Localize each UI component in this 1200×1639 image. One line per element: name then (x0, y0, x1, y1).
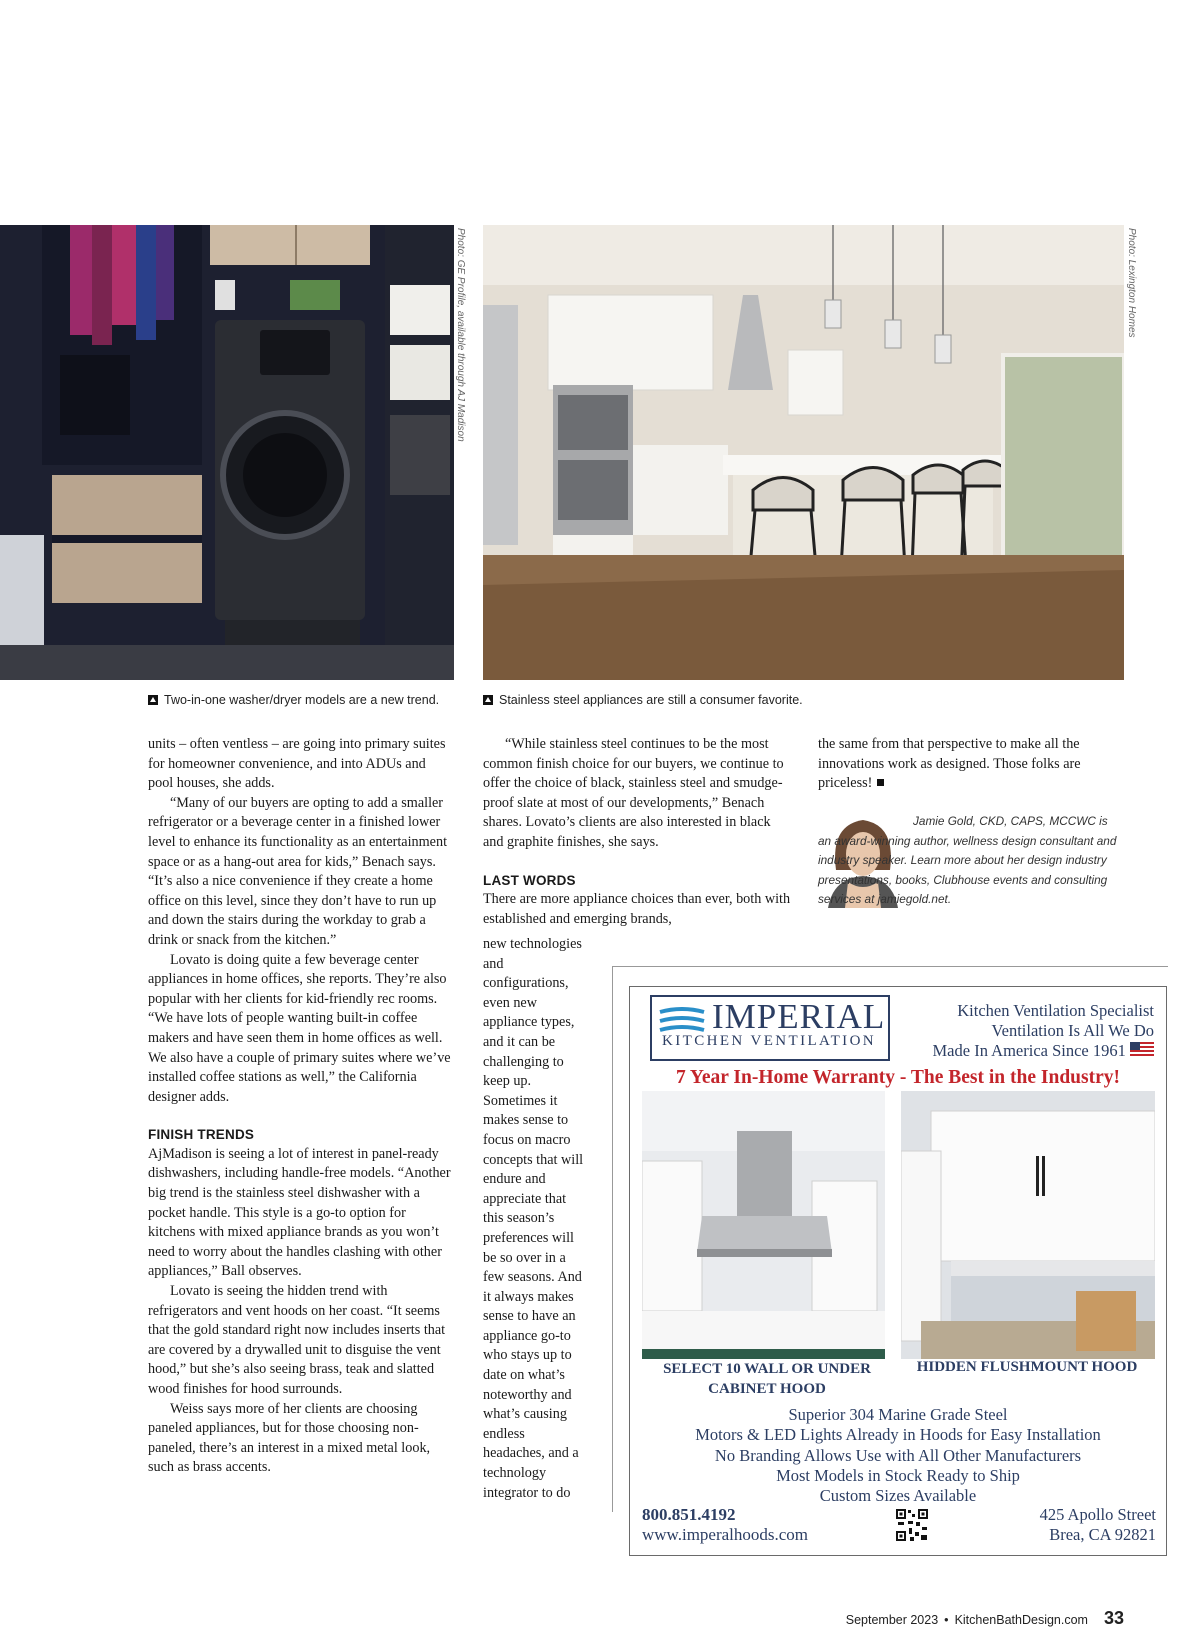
ad-feature-5: Custom Sizes Available (819, 1486, 977, 1506)
qr-code-icon (895, 1508, 929, 1542)
photo-kitchen-stainless-appliances (483, 225, 1124, 680)
photo-credit-kitchen: Photo: Lexington Homes (1126, 228, 1137, 338)
us-flag-icon (1130, 1042, 1154, 1057)
page-number: 33 (1103, 1608, 1124, 1628)
ad-photo-wall-hood (642, 1091, 885, 1359)
ad-photo-flushmount-hood (901, 1091, 1155, 1359)
author-bio (818, 812, 1123, 910)
ad-address-line-2: Brea, CA 92821 (1049, 1525, 1156, 1544)
photo-credit-laundry: Photo: GE Profile, available through AJ Madison (455, 228, 466, 442)
ad-feature-1: Superior 304 Marine Grade Steel (788, 1405, 1008, 1424)
article-paragraph: units – often ventless – are going into primary suites for homeowner convenience, and into ADUs and pool houses, she adds. (148, 736, 446, 792)
page-footer (846, 1608, 1124, 1629)
ad-feature-3: No Branding Allows Use with All Other Manufacturers (714, 1445, 1082, 1465)
article-column-3 (818, 735, 1123, 794)
article-column-1 (148, 735, 453, 1478)
article-paragraph: “Many of our buyers are opting to add a smaller refrigerator or a beverage center in a finished lower level to enhance its functionality as an entertainment space or as a hang-out area for kids,” Benach says. “It’s also a nice convenience if they create a home office on this level, since they don’t have to run up and down the stairs during the workday to grab a drink or snack from the kitchen.” (148, 794, 448, 948)
article-paragraph: “While stainless steel continues to be the most common finish choice for our buyers, we continue to offer the choice of black, stainless steel and smudge-proof slate at most of our developments,” Benach shares. Lovato’s clients are also interested in black and graphite finishes, she says. (483, 736, 784, 850)
caption-arrow-icon (148, 695, 158, 705)
ad-tagline (894, 1001, 1154, 1061)
footer-date: September 2023 (845, 1613, 939, 1627)
ad-address (1040, 1505, 1156, 1545)
article-paragraph: Lovato is seeing the hidden trend with refrigerators and vent hoods on her coast. “It seems that the gold standard right now includes inserts that are covered by a drywalled unit to disguise the vent hood,” but she’s also seeing brass, teak and slatted wood finishes for hood surrounds. (148, 1283, 446, 1397)
photo-laundry-washer-dryer (0, 225, 454, 680)
caption-arrow-icon (483, 695, 493, 705)
ad-logo (650, 995, 890, 1061)
caption-kitchen-text: Stainless steel appliances are still a consumer favorite. (499, 693, 803, 707)
article-paragraph: Weiss says more of her clients are choosing paneled appliances, but for those choosing non-paneled, there’s an interest in a mixed metal look, such as brass accents. (148, 1400, 431, 1476)
ad-features (630, 1405, 1166, 1506)
footer-separator: • (944, 1613, 949, 1627)
section-heading: FINISH TRENDS (148, 1127, 255, 1143)
end-of-article-mark (877, 779, 884, 786)
ad-logo-title: IMPERIAL (712, 997, 886, 1036)
article-paragraph: Lovato is doing quite a few beverage center appliances in home offices, she reports. They’re also popular with her clients for kid-friendly rec rooms. “We have lots of people wanting built-in coffee makers and have seen them in home offices as well. We also have a couple of primary suites where we’ve installed coffee stations as well,” the California designer adds. (148, 951, 451, 1105)
article-paragraph: AjMadison is seeing a lot of interest in panel-ready dishwashers, including handle-free models. “Another big trend is the stainless steel dishwasher with a pocket handle. This style is a go-to option for kitchens with mixed appliance brands as you won’t need to worry about the handles clashing with other appliances,” Ball observes. (148, 1145, 451, 1280)
ad-frame-top-rule (612, 966, 1168, 967)
article-paragraph: There are more appliance choices than ever, both with established and emerging brands, (483, 891, 791, 927)
ad-tagline-line-3 (894, 1041, 1154, 1061)
ad-tagline-line-1: Kitchen Ventilation Specialist (957, 1001, 1154, 1020)
imperial-advertisement (629, 986, 1167, 1556)
footer-site: KitchenBathDesign.com (954, 1613, 1088, 1627)
ad-logo-subtitle: KITCHEN VENTILATION (662, 1033, 877, 1049)
author-bio-text: Jamie Gold, CKD, CAPS, MCCWC is an award-winning author, wellness design consultant and industry speaker. Learn more about her design industry presentations, books, Clubhouse events and consulting services at jamiegold.net. (818, 814, 1117, 907)
article-closing-paragraph: the same from that perspective to make all the innovations work as designed. Those folks are priceless! (818, 736, 1081, 792)
ad-tagline-line-2: Ventilation Is All We Do (991, 1021, 1154, 1040)
article-column-2 (483, 735, 793, 929)
ad-frame-left-rule (612, 966, 613, 1512)
ad-feature-2: Motors & LED Lights Already in Hoods for Easy Installation (695, 1425, 1101, 1445)
ad-product-label-1: SELECT 10 WALL OR UNDER CABINET HOOD (663, 1361, 871, 1397)
ad-address-line-1: 425 Apollo Street (1039, 1505, 1156, 1524)
ad-tagline-line-3-text: Made In America Since 1961 (932, 1041, 1126, 1060)
ad-phone-number: 800.851.4192 (642, 1505, 736, 1524)
article-column-2-narrow: new technologies and configurations, even new appliance types, and it can be challenging to keep up. Sometimes it makes sense to focus on macro concepts that will endure and appreciate that this season’s preferences will be so over in a few seasons. And it always makes sense to have an appliance go-to who stays up to date on what’s noteworthy and what’s causing endless headaches, and a technology integrator to do (483, 936, 584, 1501)
section-heading: LAST WORDS (483, 872, 576, 888)
caption-laundry-text: Two-in-one washer/dryer models are a new trend. (164, 693, 440, 707)
ad-product-label-2: HIDDEN FLUSHMOUNT HOOD (916, 1359, 1138, 1375)
caption-kitchen (483, 693, 803, 707)
caption-laundry (148, 693, 439, 707)
ad-warranty: 7 Year In-Home Warranty - The Best in the Industry! (676, 1067, 1120, 1088)
ad-feature-4: Most Models in Stock Ready to Ship (776, 1465, 1020, 1485)
ad-website: www.imperalhoods.com (642, 1525, 809, 1544)
